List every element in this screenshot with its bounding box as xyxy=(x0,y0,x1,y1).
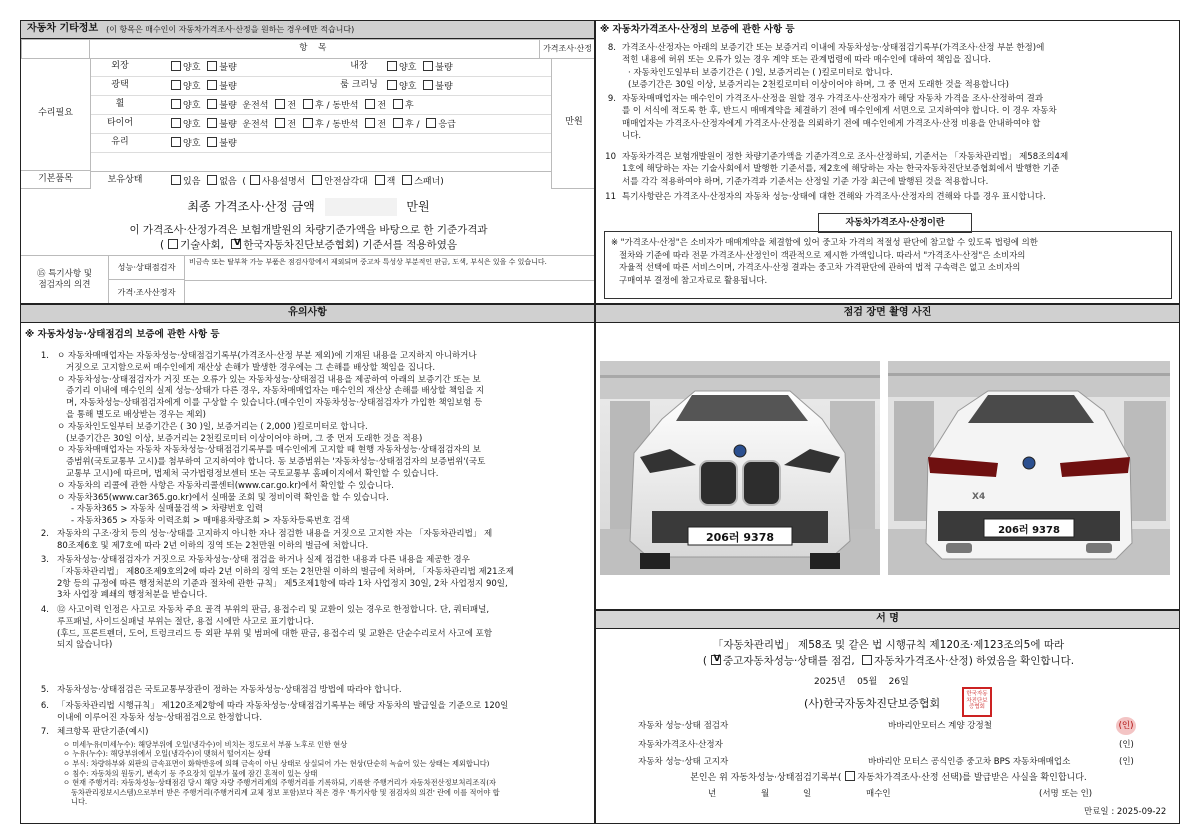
cat-basic-label: 기본품목 xyxy=(38,173,73,184)
emergency-label: 응급 xyxy=(438,120,456,130)
note-line: 자동차성능·상태점검은 국토교통부장관이 정하는 자동차성능·상태점검 방법에 따라야 합니다. xyxy=(57,685,402,695)
receipt-line xyxy=(596,771,1180,784)
note-line: 「자동차관리법 시행규칙」 제120조제2항에 따라 자동차성능·상태점검기록부는 해당 자동차의 발급일을 기준으로 120일 xyxy=(57,701,509,711)
item-number: 2. xyxy=(40,529,49,539)
basis-pre: ( xyxy=(159,239,165,251)
note-line: (후드, 프론트펜더, 도어, 트렁크리드 등 외판 부위 및 범퍼에 대한 판금, 용접수리 및 교환은 단순수리로서 사고에 포함 xyxy=(57,628,493,639)
vehicle-info-header xyxy=(21,21,594,39)
item-number: 11 xyxy=(605,192,616,202)
note-line: 을 통해 별도로 배상받는 경우는 제외) xyxy=(66,409,206,420)
item11-line: 특기사항란은 가격조사·산정자의 자동차 성능·상태에 대한 견해와 가격조사·산정자의 견해와 다를 경우 표시합니다. xyxy=(622,192,1046,202)
wheel-pass-rear-checkbox[interactable] xyxy=(393,99,403,109)
basis-line2 xyxy=(21,239,595,252)
tire-pass-front-checkbox[interactable] xyxy=(365,118,375,128)
option-label: 양호 xyxy=(183,63,201,73)
note-line: 2항 등의 규정에 따른 행정처분의 기준과 절차에 관한 규칙」 제5조제1항에 따라 1차 사업정지 30일, 2차 사업정지 90일, xyxy=(57,578,508,589)
cat-repair-label: 수리필요 xyxy=(38,108,73,119)
note-line: ㅇ 자동차매매업자는 자동차성능·상태점검기록부(가격조사·산정 부분 제외)에 기재된 내용을 고지하지 아니하거나 xyxy=(57,351,477,361)
wheel-driver-rear-checkbox[interactable] xyxy=(303,99,313,109)
basis-opt2: 한국자동차진단보증협회) 기준서를 적용하였음 xyxy=(243,239,457,251)
law-line: 「자동차관리법」 제58조 및 같은 법 시행규칙 제120조·제123조의5에 따라 xyxy=(712,639,1065,651)
rear-label: 후 xyxy=(314,101,324,111)
receipt-month: 월 xyxy=(761,789,770,799)
note-line: 3차 사업장 폐쇄의 행정처분을 받습니다. xyxy=(57,590,208,601)
item-number: 5. xyxy=(40,685,49,695)
option-label: 있음 xyxy=(183,177,201,187)
item8-line3: · 자동차인도일부터 보증기간은 ( )일, 보증거리는 ( )킬로미터로 합니다. xyxy=(628,67,893,78)
receipt-pre: 본인은 위 자동차성능·상태점검기록부( xyxy=(690,773,842,783)
note-line: 「자동차관리법」 제80조제9호의2에 따라 2년 이하의 징역 또는 2천만원 이하의 벌금에 처하며, 「자동차관리법 제21조제 xyxy=(57,566,514,577)
final-price-unit: 만원 xyxy=(406,199,430,214)
price-cell xyxy=(551,58,595,189)
sign-year: 2025년 xyxy=(814,677,846,687)
item9-line2: 를 이 서식에 적도록 한 후, 반드시 매매계약을 체결하기 전에 매수인에게 서면으로 고지하여야 합니다. 이 경우 자동차 xyxy=(622,106,1057,117)
interior-bad-checkbox[interactable] xyxy=(423,61,433,71)
option-label: 양호 xyxy=(183,120,201,130)
note-line: 증범위(국토교통부 고시)를 첨부하여 고지하여야 합니다. 동 보증범위는 '자동차성능·상태점검자의 보증범위'(국토 xyxy=(66,457,486,468)
guarantee-item-11 xyxy=(598,191,1173,203)
manual-checkbox[interactable] xyxy=(250,175,260,185)
vehicle-info-title: 자동차 기타정보 xyxy=(27,23,99,35)
item-number: 4. xyxy=(40,605,49,615)
note-line: ⑫ 사고이력 인정은 사고로 자동차 주요 골격 부위의 판금, 용접수리 및 교환이 있는 경우로 한정합니다. 단, 쿼터패널, xyxy=(57,605,490,615)
has-status-options: 있음 없음 ( 사용설명서 안전삼각대 잭 스패너) xyxy=(167,175,444,188)
photos-panel xyxy=(595,304,1180,610)
driver-label: 운전석 xyxy=(242,120,269,130)
expiry-date: 만료일 : 2025-09-22 xyxy=(1084,807,1167,817)
photos-header: 점검 장면 촬영 사진 xyxy=(596,305,1179,323)
inspector-sign-value: 바바리안모터스 계양 강정철 xyxy=(888,721,992,731)
notifier-sign-label: 자동차 성능·상태 고지자 xyxy=(638,757,729,767)
def-line1: ※ "가격조사·산정"은 소비자가 매매계약을 체결함에 있어 중고차 가격의 적절성 판단에 참고할 수 있도록 법령에 의한 xyxy=(611,237,1038,247)
option-label: 양호 xyxy=(183,101,201,111)
has-status-label: 보유상태 xyxy=(107,175,143,185)
item-number: 8. xyxy=(607,43,616,53)
price-unit: 만원 xyxy=(565,117,583,128)
note-line: 80조제6호 및 제7호에 따라 2년 이하의 징역 또는 2천만원 이하의 벌금에 처합니다. xyxy=(57,540,369,551)
notifier-seal-mark: (인) xyxy=(1119,757,1134,767)
option-label: 불량 xyxy=(219,63,237,73)
exterior-bad-checkbox[interactable] xyxy=(207,61,217,71)
note-line: 거짓으로 고지함으로써 매수인에게 재산상 손해가 발생한 경우에는 그 손해를 배상할 책임을 집니다. xyxy=(66,362,436,373)
option-label: 없음 xyxy=(219,177,237,187)
price-setter-seal-mark: (인) xyxy=(1119,740,1134,750)
opt2: 자동차가격조사·산정) 하였음을 확인합니다. xyxy=(874,655,1075,667)
glass-good-checkbox[interactable] xyxy=(171,137,181,147)
item9-line4: 니다. xyxy=(622,131,642,142)
front-label: 전 xyxy=(377,101,387,111)
note-criteria-line: ㅇ 현재 주행거리: 자동차성능·상태점검 당시 해당 자량 주행거리계의 주행거리를 기록하되, 기록한 주행거리가 자동차전산정보처리조직(자 xyxy=(63,778,496,788)
final-price-label: 최종 가격조사·산정 금액 xyxy=(187,199,315,214)
rear-badge: X4 xyxy=(972,492,986,502)
note-criteria-line: ㅇ 누유(누수): 해당부위에서 오일(냉각수)이 맺혀서 떨어지는 상태 xyxy=(63,749,271,759)
note-line: ㅇ 자동차365(www.car365.go.kr)에서 실매물 조회 및 정비이력 확인을 할 수 있습니다. xyxy=(57,492,389,503)
sign-day: 26일 xyxy=(888,677,909,687)
price-def-title: 자동차가격조사·산정이란 xyxy=(818,213,972,233)
special-label-2: 점검자의 의견 xyxy=(38,280,91,290)
option-label: 잭 xyxy=(386,177,396,187)
item10-line3: 서를 각각 적용하여야 하며, 기준가격과 기준서는 산정일 기준 가장 최근에 발행된 것을 적용합니다. xyxy=(622,176,989,187)
item-number: 1. xyxy=(40,351,49,361)
signature-panel xyxy=(595,610,1180,824)
option-label: 사용설명서 xyxy=(261,177,306,187)
note-line: (보증기간은 30일 이상, 보증거리는 2천킬로미터 이상이어야 하며, 그 중 먼저 도래한 것을 적용) xyxy=(66,433,423,444)
seal-mark: (인) xyxy=(1118,721,1134,731)
front-car-image xyxy=(600,361,880,575)
guarantee-item-9 xyxy=(598,93,1173,143)
note-line: 되지 않습니다) xyxy=(57,640,113,651)
guarantee-item-10 xyxy=(598,151,1173,188)
item-number: 7. xyxy=(40,727,49,737)
interior-label: 내장 xyxy=(350,61,368,71)
guarantee-title: ※ 자동차가격조사·산정의 보증에 관한 사항 등 xyxy=(600,24,795,35)
receipt-price-checkbox[interactable] xyxy=(845,771,855,781)
exterior-label: 외장 xyxy=(111,61,129,71)
option-label: 양호 xyxy=(183,82,201,92)
receipt-post: 자동차가격조사·산정 선택)를 발급받은 사실을 확인합니다. xyxy=(857,773,1087,783)
spanner-checkbox[interactable] xyxy=(402,175,412,185)
rear-label: 후 xyxy=(314,120,324,130)
inspector-text: 비금속 또는 탈부착 가능 부품은 점검사항에서 제외되며 중고차 특성상 부분적인 판금, 도색, 부식은 있을 수 있습니다. xyxy=(189,258,547,266)
guarantee-item-8 xyxy=(598,42,1173,92)
seal-text: 한국자동차진단보증협회 xyxy=(966,691,988,710)
item-number: 3. xyxy=(40,555,49,565)
gloss-options xyxy=(167,80,237,93)
note-line: ㅇ 자동차매매업자는 자동차 자동차성능·상태점검기록부를 매수인에게 고지할 때 현행 자동차성능·상태점검자의 보 xyxy=(57,445,481,456)
wheel-bad-checkbox[interactable] xyxy=(207,99,217,109)
opt-pre: ( xyxy=(702,655,707,667)
option-label: 불량 xyxy=(219,82,237,92)
tire-driver-front-checkbox[interactable] xyxy=(275,118,285,128)
cat-basic xyxy=(21,171,91,189)
sign-date xyxy=(814,677,909,688)
note-line: 며, 자동차성능·상태점검자에게 이를 구상할 수 있습니다.(매수인이 자동차성능·상태점검자가 가입한 책임보험 등 xyxy=(66,398,483,409)
note-line: 교통부 고시)에 따르며, 법제처 국가법령정보센터 또는 국토교통부 홈페이지에서 확인할 수 있습니다. xyxy=(66,468,439,479)
vehicle-info-panel xyxy=(20,20,595,304)
option-label: 불량 xyxy=(435,63,453,73)
note-line: 이내에 이루어진 자동차 성능·상태점검으로 한정합니다. xyxy=(57,712,263,723)
passenger-label: 동반석 xyxy=(332,101,359,111)
front-plate: 206러 9378 xyxy=(705,531,775,544)
note-criteria-line: ㅇ 미세누유(미세누수): 해당부위에 오일(냉각수)이 비치는 정도로서 부품 노후로 인한 현상 xyxy=(63,739,348,749)
price-setter-label-cell xyxy=(109,280,185,304)
vehicle-info-table xyxy=(21,39,595,59)
item10-line1: 자동차가격은 보험개발원이 정한 차량기준가액을 기준가격으로 조사·산정하되, 기준서는 「자동차관리법」 제58조의4제 xyxy=(622,152,1069,162)
special-label-1: ⑮ 특기사항 및 xyxy=(37,269,92,280)
note-line: - 자동차365 > 자동차 이력조회 > 매매용차량조회 > 자동차등록번호 검색 xyxy=(71,516,350,527)
cat-repair xyxy=(21,58,91,171)
basis-kaida-checkbox[interactable] xyxy=(231,239,241,249)
room-bad-checkbox[interactable] xyxy=(423,80,433,90)
sign-month: 05월 xyxy=(857,677,878,687)
tire-bad-checkbox[interactable] xyxy=(207,118,217,128)
note-criteria-line: 니다. xyxy=(71,797,88,807)
front-label: 전 xyxy=(377,120,387,130)
item-number: 6. xyxy=(40,701,49,711)
exterior-options xyxy=(167,61,237,74)
price-guarantee-panel xyxy=(595,20,1180,304)
buyer-sign: (서명 또는 인) xyxy=(1039,789,1093,799)
gloss-label: 광택 xyxy=(111,80,129,90)
note-criteria-line: ㅇ 침수: 자동차의 원동기, 변속기 등 주요장치 일부가 물에 잠긴 흔적이 있는 상태 xyxy=(63,768,318,778)
room-good-checkbox[interactable] xyxy=(387,80,397,90)
item8-line4: (보증기간은 30일 이상, 보증거리는 2천킬로미터 이상이어야 하며, 그 중 먼저 도래한 것을 적용합니다) xyxy=(628,80,1009,91)
item-number: 10 xyxy=(605,152,616,162)
room-cleaning-options xyxy=(383,80,453,93)
option-label: 양호 xyxy=(183,139,201,149)
item9-line3: 매매업자는 가격조사·산정자에게 가격조사·산정을 의뢰하기 전에 매수인에게 가격조사·산정 비용을 안내하여야 합 xyxy=(622,118,1041,129)
tire-emergency-checkbox[interactable] xyxy=(426,118,436,128)
inspector-seal-mark xyxy=(1116,717,1136,735)
buyer-label: 매수인 xyxy=(866,789,891,799)
tire-pass-rear-checkbox[interactable] xyxy=(393,118,403,128)
note-line: 루프패널, 사이드실패널 부위는 절단, 용접 시에만 사고로 표기합니다. xyxy=(57,616,314,627)
receipt-day: 일 xyxy=(803,789,812,799)
notes-panel xyxy=(20,304,595,824)
receipt-year: 년 xyxy=(708,789,717,799)
driver-label: 운전석 xyxy=(242,101,269,111)
confirm-line xyxy=(596,655,1180,668)
signature-header: 서 명 xyxy=(596,611,1179,629)
jack-checkbox[interactable] xyxy=(375,175,385,185)
final-price-input[interactable] xyxy=(325,198,397,216)
def-line2: 절차와 기준에 따라 전문 가격조사·산정인이 객관적으로 제시한 가액입니다. 따라서 "가격조사·산정"은 소비자의 xyxy=(619,249,1026,260)
vehicle-info-subtitle: (이 항목은 매수인이 자동차가격조사·산정을 원하는 경우에만 적습니다) xyxy=(106,24,355,34)
price-setter-label: 가격·조사산정자 xyxy=(117,287,176,298)
inspector-label: 성능·상태점검자 xyxy=(117,261,176,272)
gloss-good-checkbox[interactable] xyxy=(171,80,181,90)
rear-plate: 206러 9378 xyxy=(998,525,1060,536)
front-label: 전 xyxy=(287,120,297,130)
option-label: 불량 xyxy=(219,120,237,130)
note-line: 자동차의 구조·장치 등의 성능·상태를 고지하지 아니한 자나 점검한 내용을 거짓으로 고지한 자는 「자동차관리법」 제 xyxy=(57,529,493,539)
item-number: 9. xyxy=(607,94,616,104)
option-label: 불량 xyxy=(435,82,453,92)
rear-label: 후 xyxy=(404,101,414,111)
used-car-check-checkbox[interactable] xyxy=(711,655,721,665)
final-price-row xyxy=(21,198,595,216)
association-seal xyxy=(962,687,992,717)
gloss-bad-checkbox[interactable] xyxy=(207,80,217,90)
triangle-checkbox[interactable] xyxy=(312,175,322,185)
note-line: 자동차성능·상태점검자가 거짓으로 자동차성능·상태 점검을 하거나 실제 점검한 내용과 다른 내용을 제공한 경우 xyxy=(57,555,470,565)
wheel-options: 양호 불량 운전석 전 후 / 동반석 전 후 xyxy=(167,99,414,112)
option-label: 불량 xyxy=(219,139,237,149)
price-check-checkbox[interactable] xyxy=(862,655,872,665)
special-label-cell xyxy=(21,255,109,304)
option-label: 안전삼각대 xyxy=(324,177,368,187)
rear-photo xyxy=(888,361,1170,575)
table-row xyxy=(22,40,596,59)
note-line: 증기리 이내에 매수인의 실제 성능·상태가 다른 경우, 자동차매매업자는 매수인의 재산상 손해를 배상할 책임을 지 xyxy=(66,386,485,397)
def-line4: 구매여부 결정에 참고자료로 활용됩니다. xyxy=(619,274,768,285)
col-price-header: 가격조사·산정 xyxy=(540,40,595,59)
inspector-sign-label: 자동차 성능·상태 점검자 xyxy=(638,721,729,731)
glass-bad-checkbox[interactable] xyxy=(207,137,217,147)
tire-good-checkbox[interactable] xyxy=(171,118,181,128)
note-line: 체크항목 판단기준(예시) xyxy=(57,727,149,737)
option-label: 불량 xyxy=(219,101,237,111)
vehicle-info-body xyxy=(21,58,595,301)
note-line: - 자동차365 > 자동차 실매물검색 > 차량번호 입력 xyxy=(71,504,264,515)
note-line: ㅇ 자동차의 리콜에 관한 사항은 자동차리콜센터(www.car.go.kr)에서 확인할 수 있습니다. xyxy=(57,480,394,491)
item8-line1: 가격조사·산정자는 아래의 보증기간 또는 보증거리 이내에 자동차성능·상태점검기록부(가격조사·산정 부분 한정)에 xyxy=(622,43,1045,53)
have-checkbox[interactable] xyxy=(171,175,181,185)
option-label: 양호 xyxy=(399,63,417,73)
note-criteria-line: ㅇ 부식: 차량하부와 외판의 금속표면이 화학반응에 의해 금속이 아닌 상태로 상실되어 가는 현상(단순히 녹슬어 있는 상태는 제외합니다) xyxy=(63,758,490,768)
interior-good-checkbox[interactable] xyxy=(387,61,397,71)
def-line3: 자율적 선택에 따른 서비스이며, 가격조사·산정 결과는 중고차 가격판단에 관하여 법적 구속력은 없고 소비자의 xyxy=(619,262,1021,273)
item8-line2: 적힌 내용에 허위 또는 오류가 있는 경우 계약 또는 관계법령에 따라 매수인에 대하여 책임을 집니다. xyxy=(622,55,991,66)
opt1: 중고자동차성능·상태를 점검, xyxy=(723,655,855,667)
item10-line2: 1호에 해당하는 자는 기술사회에서 발행한 기준서를, 제2호에 해당하는 자는 한국자동차진단보증협회에서 발행한 기준 xyxy=(622,164,1060,175)
tire-driver-rear-checkbox[interactable] xyxy=(303,118,313,128)
note-line: ㅇ 자동차인도일부터 보증기간은 ( 30 )일, 보증거리는 ( 2,000 )킬로미터로 합니다. xyxy=(57,421,368,432)
wheel-label: 휠 xyxy=(115,99,125,109)
rear-car-image xyxy=(888,361,1170,575)
wheel-driver-front-checkbox[interactable] xyxy=(275,99,285,109)
option-label: 스패너 xyxy=(414,177,441,187)
glass-options xyxy=(167,137,237,150)
basis-opt1: 기술사회, xyxy=(180,239,225,251)
col-item-header: 항 목 xyxy=(90,40,540,59)
front-photo xyxy=(600,361,880,575)
basis-line1: 이 가격조사·산정가격은 보험개발원의 차량기준가액을 바탕으로 한 기준가격과 xyxy=(129,224,488,236)
price-setter-sign-label: 자동차가격조사·산정자 xyxy=(638,740,723,750)
none-checkbox[interactable] xyxy=(207,175,217,185)
wheel-pass-front-checkbox[interactable] xyxy=(365,99,375,109)
notifier-sign-value: 바바리안 모터스 공식인증 중고차 BPS 자동차매매업소 xyxy=(868,757,1071,767)
notes-title: ※ 자동차성능·상태점검의 보증에 관한 사항 등 xyxy=(25,329,220,340)
org-name: (사)한국자동차진단보증협회 xyxy=(804,697,941,710)
glass-label: 유리 xyxy=(111,137,129,147)
price-def-box xyxy=(604,231,1172,299)
passenger-label: 동반석 xyxy=(332,120,359,130)
item9-line1: 자동차매매업자는 매수인이 가격조사·산정을 원할 경우 가격조사·산정자가 해당 자동차 가격을 조사·산정하여 결과 xyxy=(622,94,1044,104)
inspector-label-cell xyxy=(109,255,185,280)
tire-options: 양호 불량 운전석 전 후 / 동반석 전 후 / 응급 xyxy=(167,118,456,131)
front-label: 전 xyxy=(287,101,297,111)
tire-label: 타이어 xyxy=(106,118,134,128)
wheel-good-checkbox[interactable] xyxy=(171,99,181,109)
option-label: 양호 xyxy=(399,82,417,92)
notes-header: 유의사항 xyxy=(21,305,594,323)
room-cleaning-label: 룸 크리닝 xyxy=(340,80,378,90)
note-line: ㅇ 자동차성능·상태점검자가 거짓 또는 오류가 있는 자동차성능·상태점검 내용을 제공하여 아래의 보증기간 또는 보 xyxy=(57,374,481,385)
rear-label: 후 xyxy=(404,120,414,130)
inspector-sign-row xyxy=(638,721,728,732)
basis-tech-checkbox[interactable] xyxy=(168,239,178,249)
exterior-good-checkbox[interactable] xyxy=(171,61,181,71)
note-criteria-line: 동차관리정보시스템)으로부터 받은 주행거리(주행거리계 교체 정보 포함)보다 적은 경우 '특기사항 및 점검자의 의견' 란에 이를 적어야 합 xyxy=(71,787,500,797)
interior-options xyxy=(383,61,453,74)
